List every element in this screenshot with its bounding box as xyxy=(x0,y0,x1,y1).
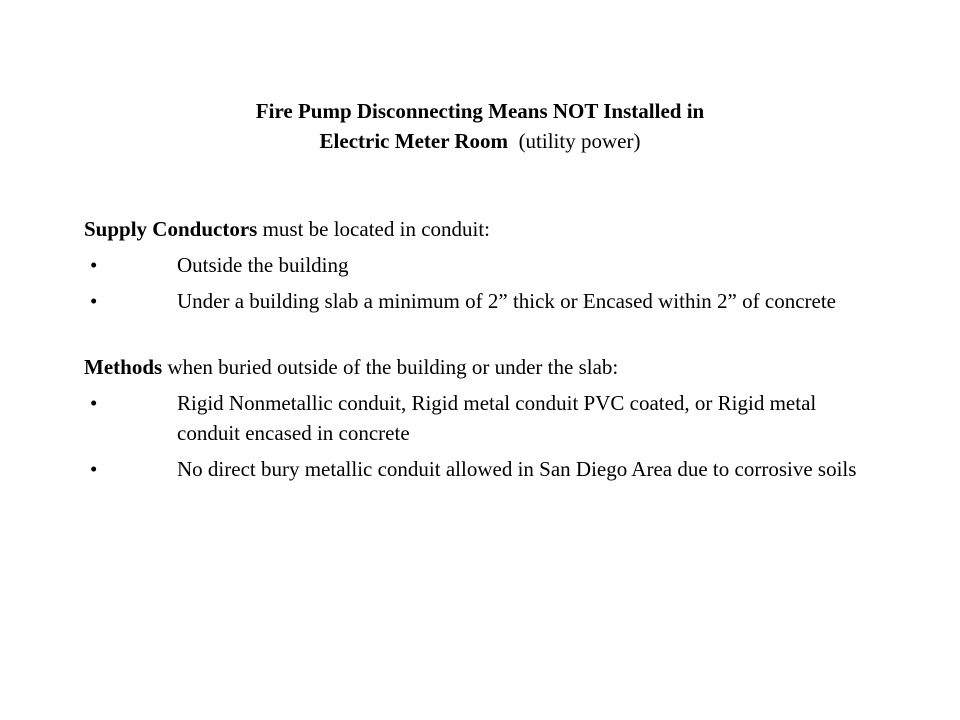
title-line-1 xyxy=(0,96,960,126)
section-heading-bold: Supply Conductors xyxy=(84,217,258,241)
title-line-2-bold: Electric Meter Room xyxy=(319,129,509,153)
bullet-item xyxy=(84,454,884,484)
title-line-2 xyxy=(0,126,960,156)
bullet-text: Rigid Nonmetallic conduit, Rigid metal conduit PVC coated, or Rigid metal conduit encased in concrete xyxy=(177,391,817,445)
section-heading-rest: when buried outside of the building or under the slab: xyxy=(162,355,619,379)
bullet-item xyxy=(84,286,884,316)
bullet-icon: • xyxy=(90,391,98,415)
section-heading-methods xyxy=(84,352,884,382)
slide-body xyxy=(84,214,884,484)
bullet-item xyxy=(84,388,884,448)
title-line-2-rest: (utility power) xyxy=(508,129,641,153)
slide-title xyxy=(0,96,960,156)
bullet-text: Under a building slab a minimum of 2” thick or Encased within 2” of concrete xyxy=(177,289,836,313)
bullet-icon: • xyxy=(90,253,98,277)
section-heading-supply-conductors xyxy=(84,214,884,244)
section-heading-rest: must be located in conduit: xyxy=(257,217,491,241)
bullet-text: No direct bury metallic conduit allowed in San Diego Area due to corrosive soils xyxy=(177,457,857,481)
bullet-item xyxy=(84,250,884,280)
title-line-1-text: Fire Pump Disconnecting Means NOT Installed in xyxy=(255,99,705,123)
bullet-text: Outside the building xyxy=(177,253,349,277)
bullet-icon: • xyxy=(90,457,98,481)
section-heading-bold: Methods xyxy=(84,355,163,379)
spacer xyxy=(84,316,884,352)
bullet-icon: • xyxy=(90,289,98,313)
